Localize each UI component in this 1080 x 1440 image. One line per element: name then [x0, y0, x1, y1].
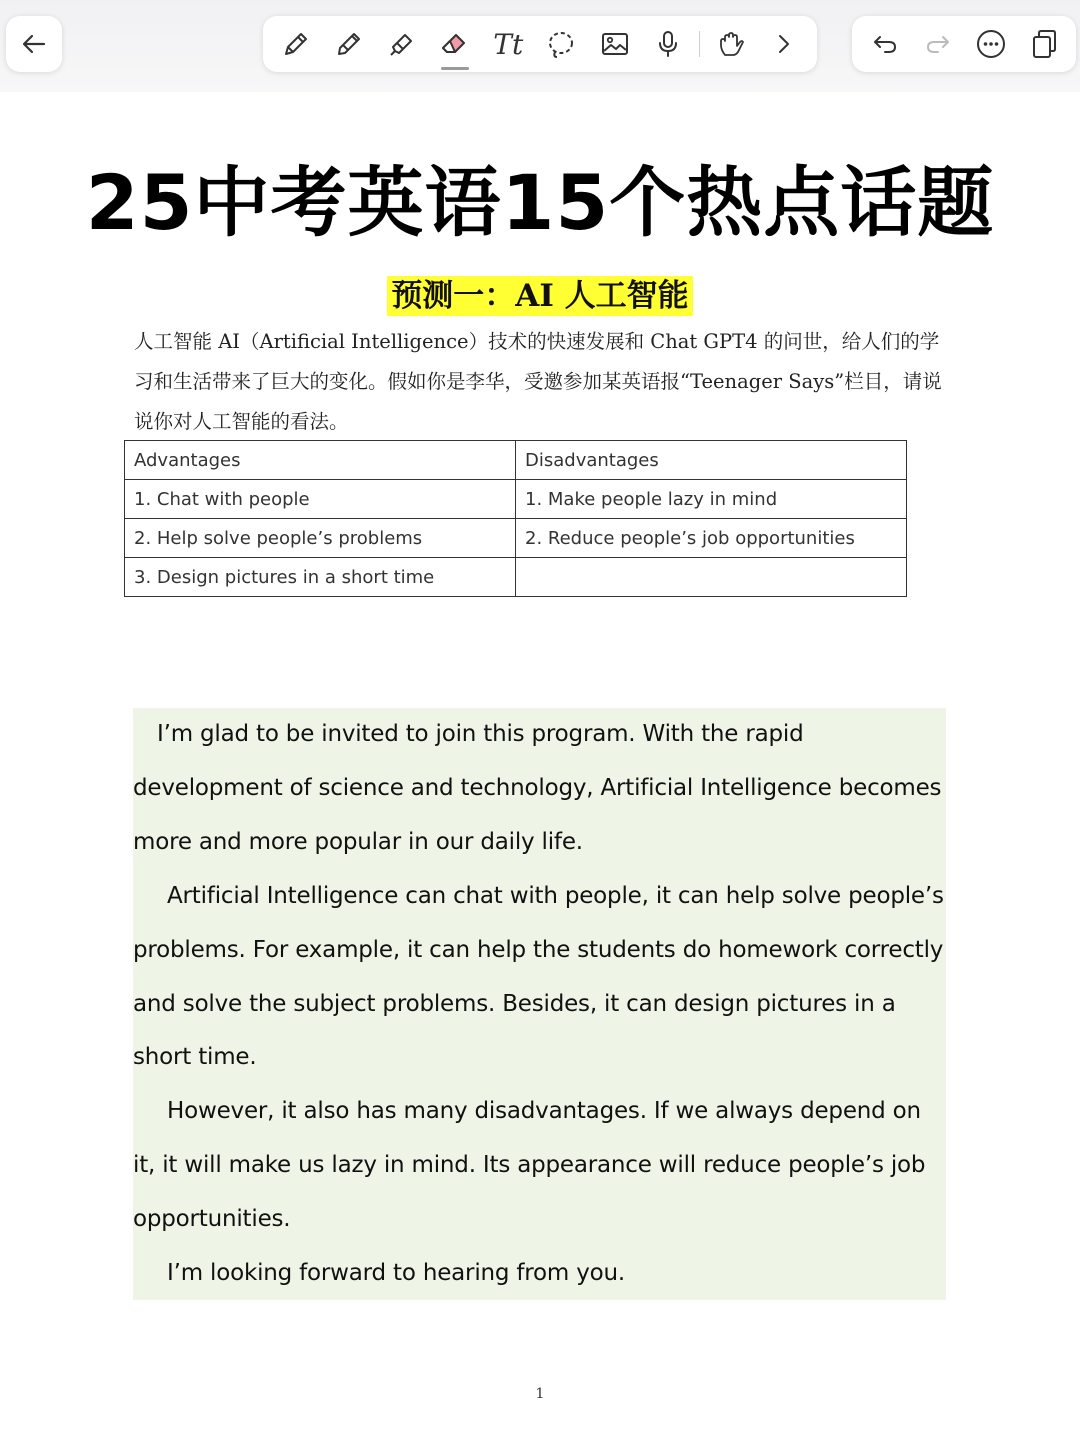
table-cell: 2. Reduce people’s job opportunities [516, 519, 907, 558]
redo-icon [922, 28, 954, 60]
action-bar [852, 16, 1076, 72]
pros-cons-table [124, 440, 907, 597]
image-tool-button[interactable] [593, 22, 637, 66]
text-tool-icon: Tt [493, 27, 524, 61]
pen-icon [280, 28, 312, 60]
microphone-tool-button[interactable] [646, 22, 690, 66]
essay-paragraph: I’m looking forward to hearing from you. [167, 1260, 625, 1287]
writing-prompt: 人工智能 AI（Artificial Intelligence）技术的快速发展和 Chat GPT4 的问世，给人们的学习和生活带来了巨大的变化。假如你是李华，受邀参加某英语报“Teenager Says”栏目，请说说你对人工智能的看法。 [134, 330, 942, 433]
pen-tool-button[interactable] [274, 22, 318, 66]
table-cell: 1. Make people lazy in mind [516, 480, 907, 519]
more-icon [975, 28, 1007, 60]
table-header-cell: Advantages [125, 441, 516, 480]
table-cell [516, 558, 907, 597]
table-cell: 3. Design pictures in a short time [125, 558, 516, 597]
undo-icon [869, 28, 901, 60]
table-header-cell: Disadvantages [516, 441, 907, 480]
table-cell: 2. Help solve people’s problems [125, 519, 516, 558]
drawing-tools-bar [263, 16, 817, 72]
highlighter-tool-button[interactable] [380, 22, 424, 66]
back-button[interactable] [6, 16, 62, 72]
image-icon [599, 28, 631, 60]
redo-button[interactable] [916, 22, 960, 66]
essay-paragraph: I’m glad to be invited to join this program. With the rapid development of science and technology, Artificial Intelligence becomes more and more popular in our daily life. [133, 721, 942, 855]
hand-tool-button[interactable] [709, 22, 753, 66]
pages-button[interactable] [1022, 22, 1066, 66]
chevron-right-icon [768, 28, 800, 60]
more-options-button[interactable] [969, 22, 1013, 66]
lasso-icon [545, 28, 577, 60]
eraser-icon [439, 28, 471, 60]
top-toolbar [0, 0, 1080, 92]
arrow-left-icon [19, 29, 49, 59]
more-tools-button[interactable] [762, 22, 806, 66]
section-title [0, 270, 1080, 315]
table-row [125, 558, 907, 597]
pencil-tool-button[interactable] [327, 22, 371, 66]
model-essay [133, 708, 946, 1300]
active-tool-indicator [441, 67, 469, 70]
page-number: 1 [535, 1386, 545, 1402]
text-tool-button[interactable] [486, 22, 530, 66]
table-row [125, 480, 907, 519]
table-cell: 1. Chat with people [125, 480, 516, 519]
pencil-icon [333, 28, 365, 60]
hand-icon [715, 28, 747, 60]
essay-paragraph: However, it also has many disadvantages. If we always depend on it, it will make us lazy in mind. Its appearance will reduce people’s job opportunities. [133, 1098, 926, 1233]
toolbar-divider [699, 31, 700, 57]
lasso-tool-button[interactable] [539, 22, 583, 66]
eraser-tool-button[interactable] [433, 22, 477, 66]
pages-icon [1028, 28, 1060, 60]
essay-paragraph: Artificial Intelligence can chat with people, it can help solve people’s problems. For example, it can help the students do homework correctly and solve the subject problems. Besides, it can design pictures in a short time. [133, 882, 944, 1071]
microphone-icon [652, 28, 684, 60]
undo-button[interactable] [863, 22, 907, 66]
document-title: 25中考英语15个热点话题 [85, 158, 995, 247]
table-header-row [125, 441, 907, 480]
section-title-text: 预测一：AI 人工智能 [387, 276, 692, 316]
highlighter-icon [386, 28, 418, 60]
table-row [125, 519, 907, 558]
